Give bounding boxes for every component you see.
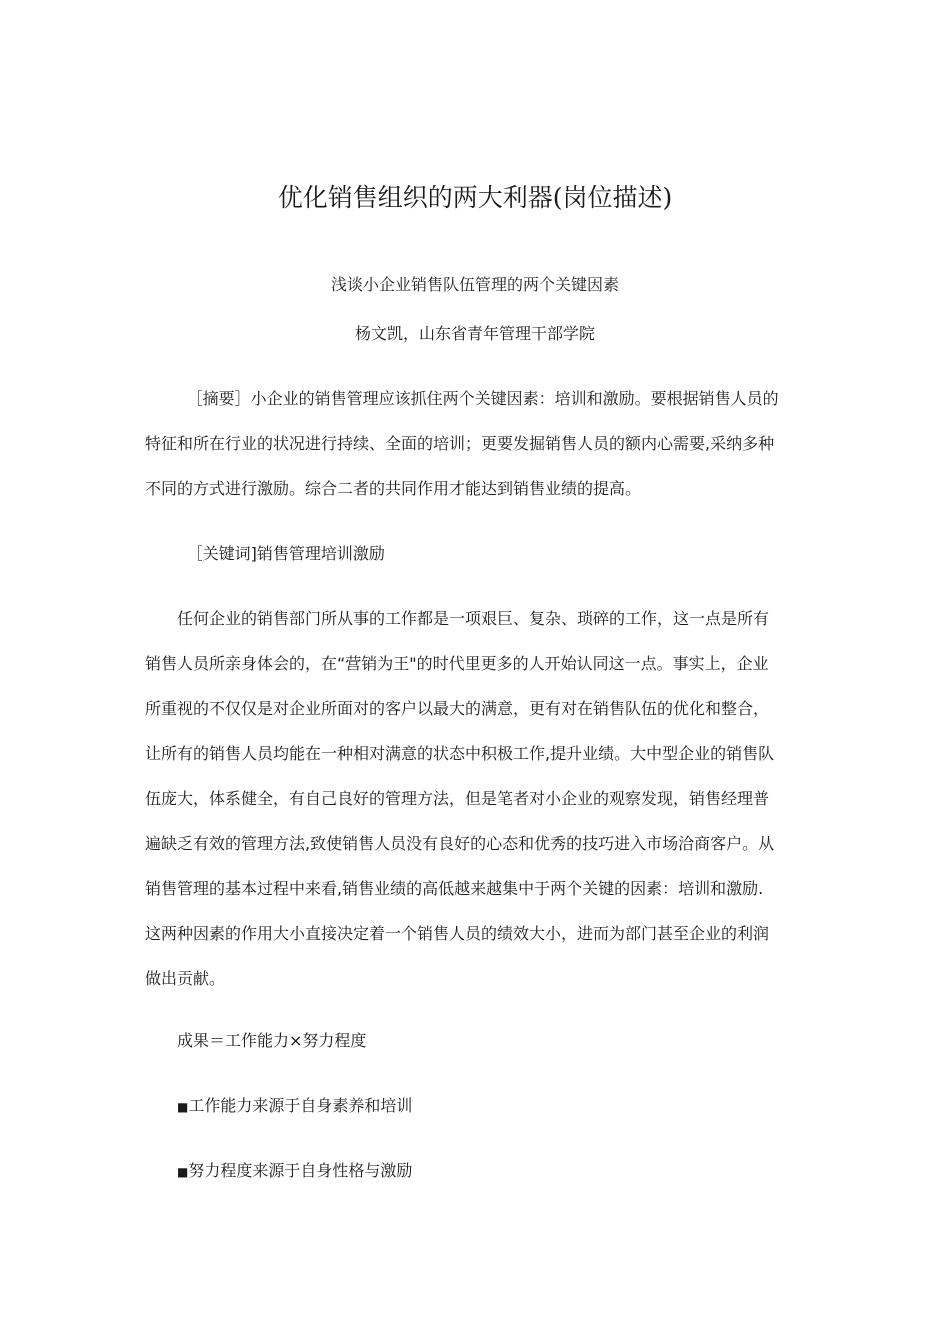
formula-paragraph <box>145 1018 805 1063</box>
body-line: 伍庞大，体系健全，有自己良好的管理方法，但是笔者对小企业的观察发现，销售经理普 <box>145 789 770 808</box>
body-line: 遍缺乏有效的管理方法,致使销售人员没有良好的心态和优秀的技巧进入市场洽商客户。从 <box>145 834 775 853</box>
formula-line: 成果＝工作能力×努力程度 <box>177 1031 367 1050</box>
body-line: 任何企业的销售部门所从事的工作都是一项艰巨、复杂、琐碎的工作，这一点是所有 <box>177 609 770 628</box>
bullet-item <box>145 1148 805 1195</box>
square-bullet-icon: ■ <box>177 1165 189 1179</box>
abstract-line: 不同的方式进行激励。综合二者的共同作用才能达到销售业绩的提高。 <box>145 479 642 498</box>
body-line: 所重视的不仅仅是对企业所面对的客户以最大的满意，更有对在销售队伍的优化和整合， <box>145 699 770 718</box>
abstract-paragraph <box>145 376 805 511</box>
abstract-line: 特征和所在行业的状况进行持续、全面的培训；更要发掘销售人员的额内心需要,采纳多种 <box>145 434 775 453</box>
body-line: 让所有的销售人员均能在一种相对满意的状态中积极工作,提升业绩。大中型企业的销售队 <box>145 744 775 763</box>
bullet-text: 工作能力来源于自身素养和培训 <box>188 1096 413 1115</box>
body-line: 销售人员所亲身体会的，在“营销为王"的时代里更多的人开始认同这一点。事实上，企业 <box>145 654 769 673</box>
keywords-line: ［关键词]销售管理培训激励 <box>186 544 385 563</box>
keywords-paragraph <box>145 531 805 576</box>
square-bullet-icon: ■ <box>177 1100 189 1114</box>
body-paragraph <box>145 596 805 1001</box>
abstract-line: ［摘要］小企业的销售管理应该抓住两个关键因素：培训和激励。要根据销售人员的 <box>186 389 779 408</box>
body-line: 销售管理的基本过程中来看,销售业绩的高低越来越集中于两个关键的因素：培训和激励. <box>145 879 764 898</box>
bullet-item <box>145 1083 805 1130</box>
body-line: 做出贡献。 <box>145 969 226 988</box>
document-title: 优化销售组织的两大利器(岗位描述) <box>277 183 673 212</box>
body-line: 这两种因素的作用大小直接决定着一个销售人员的绩效大小，进而为部门甚至企业的利润 <box>145 924 770 943</box>
document-subtitle: 浅谈小企业销售队伍管理的两个关键因素 <box>330 275 619 294</box>
bullet-text: 努力程度来源于自身性格与激励 <box>188 1161 413 1180</box>
author-line: 杨文凯，山东省青年管理干部学院 <box>354 324 595 343</box>
